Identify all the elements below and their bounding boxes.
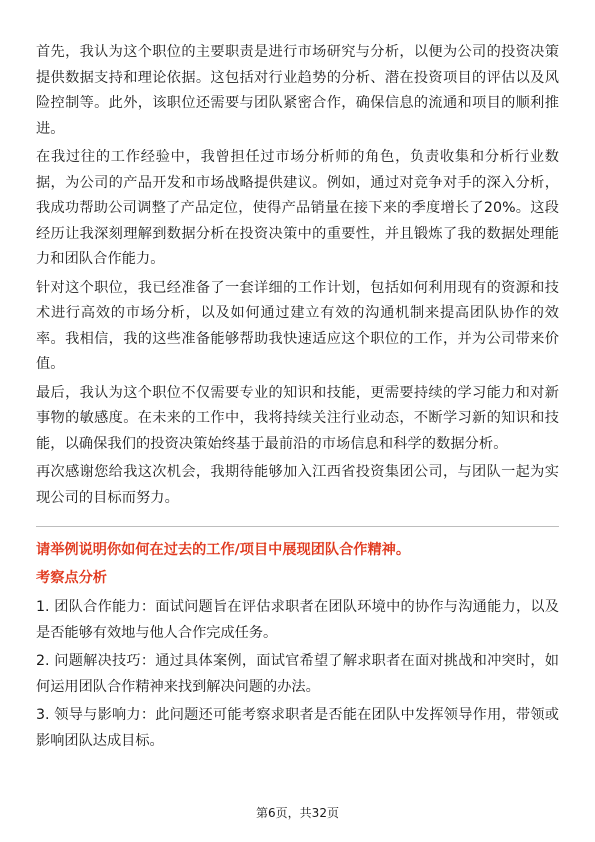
analysis-point-3: 3. 领导与影响力：此问题还可能考察求职者是否能在团队中发挥领导作用，带领或影响团队达成目标。 [36, 707, 559, 749]
analysis-point-2: 2. 问题解决技巧：通过具体案例，面试官希望了解求职者在面对挑战和冲突时，如何运用团队合作精神来找到解决问题的办法。 [36, 653, 559, 695]
answer-paragraph-4: 最后，我认为这个职位不仅需要专业的知识和技能，更需要持续的学习能力和对新事物的敏感度。在未来的工作中，我将持续关注行业动态，不断学习新的知识和技能，以确保我们的投资决策始终基于最前沿的市场信息和科学的数据分析。 [36, 384, 559, 452]
section-divider [36, 526, 559, 527]
answer-paragraph-2: 在我过往的工作经验中，我曾担任过市场分析师的角色，负责收集和分析行业数据，为公司的产品开发和市场战略提供建议。例如，通过对竞争对手的深入分析，我成功帮助公司调整了产品定位，使得产品销量在接下来的季度增长了20%。这段经历让我深刻理解到数据分析在投资决策中的重要性，并且锻炼了我的数据处理能力和团队合作能力。 [36, 149, 559, 267]
page-content [36, 40, 559, 757]
interview-question: 请举例说明你如何在过去的工作/项目中展现团队合作精神。 [36, 542, 411, 558]
answer-paragraph-5: 再次感谢您给我这次机会，我期待能够加入江西省投资集团公司，与团队一起为实现公司的目标而努力。 [36, 464, 559, 506]
analysis-point-1: 1. 团队合作能力：面试问题旨在评估求职者在团队环境中的协作与沟通能力，以及是否能够有效地与他人合作完成任务。 [36, 599, 559, 641]
answer-paragraph-1: 首先，我认为这个职位的主要职责是进行市场研究与分析，以便为公司的投资决策提供数据支持和理论依据。这包括对行业趋势的分析、潜在投资项目的评估以及风险控制等。此外，该职位还需要与团队紧密合作，确保信息的流通和项目的顺利推进。 [36, 44, 559, 137]
answer-paragraph-3: 针对这个职位，我已经准备了一套详细的工作计划，包括如何利用现有的资源和技术进行高效的市场分析，以及如何通过建立有效的沟通机制来提高团队协作的效率。我相信，我的这些准备能够帮助我快速适应这个职位的工作，并为公司带来价值。 [36, 279, 559, 372]
page-number: 第6页，共32页 [256, 806, 339, 820]
analysis-title: 考察点分析 [36, 570, 107, 586]
